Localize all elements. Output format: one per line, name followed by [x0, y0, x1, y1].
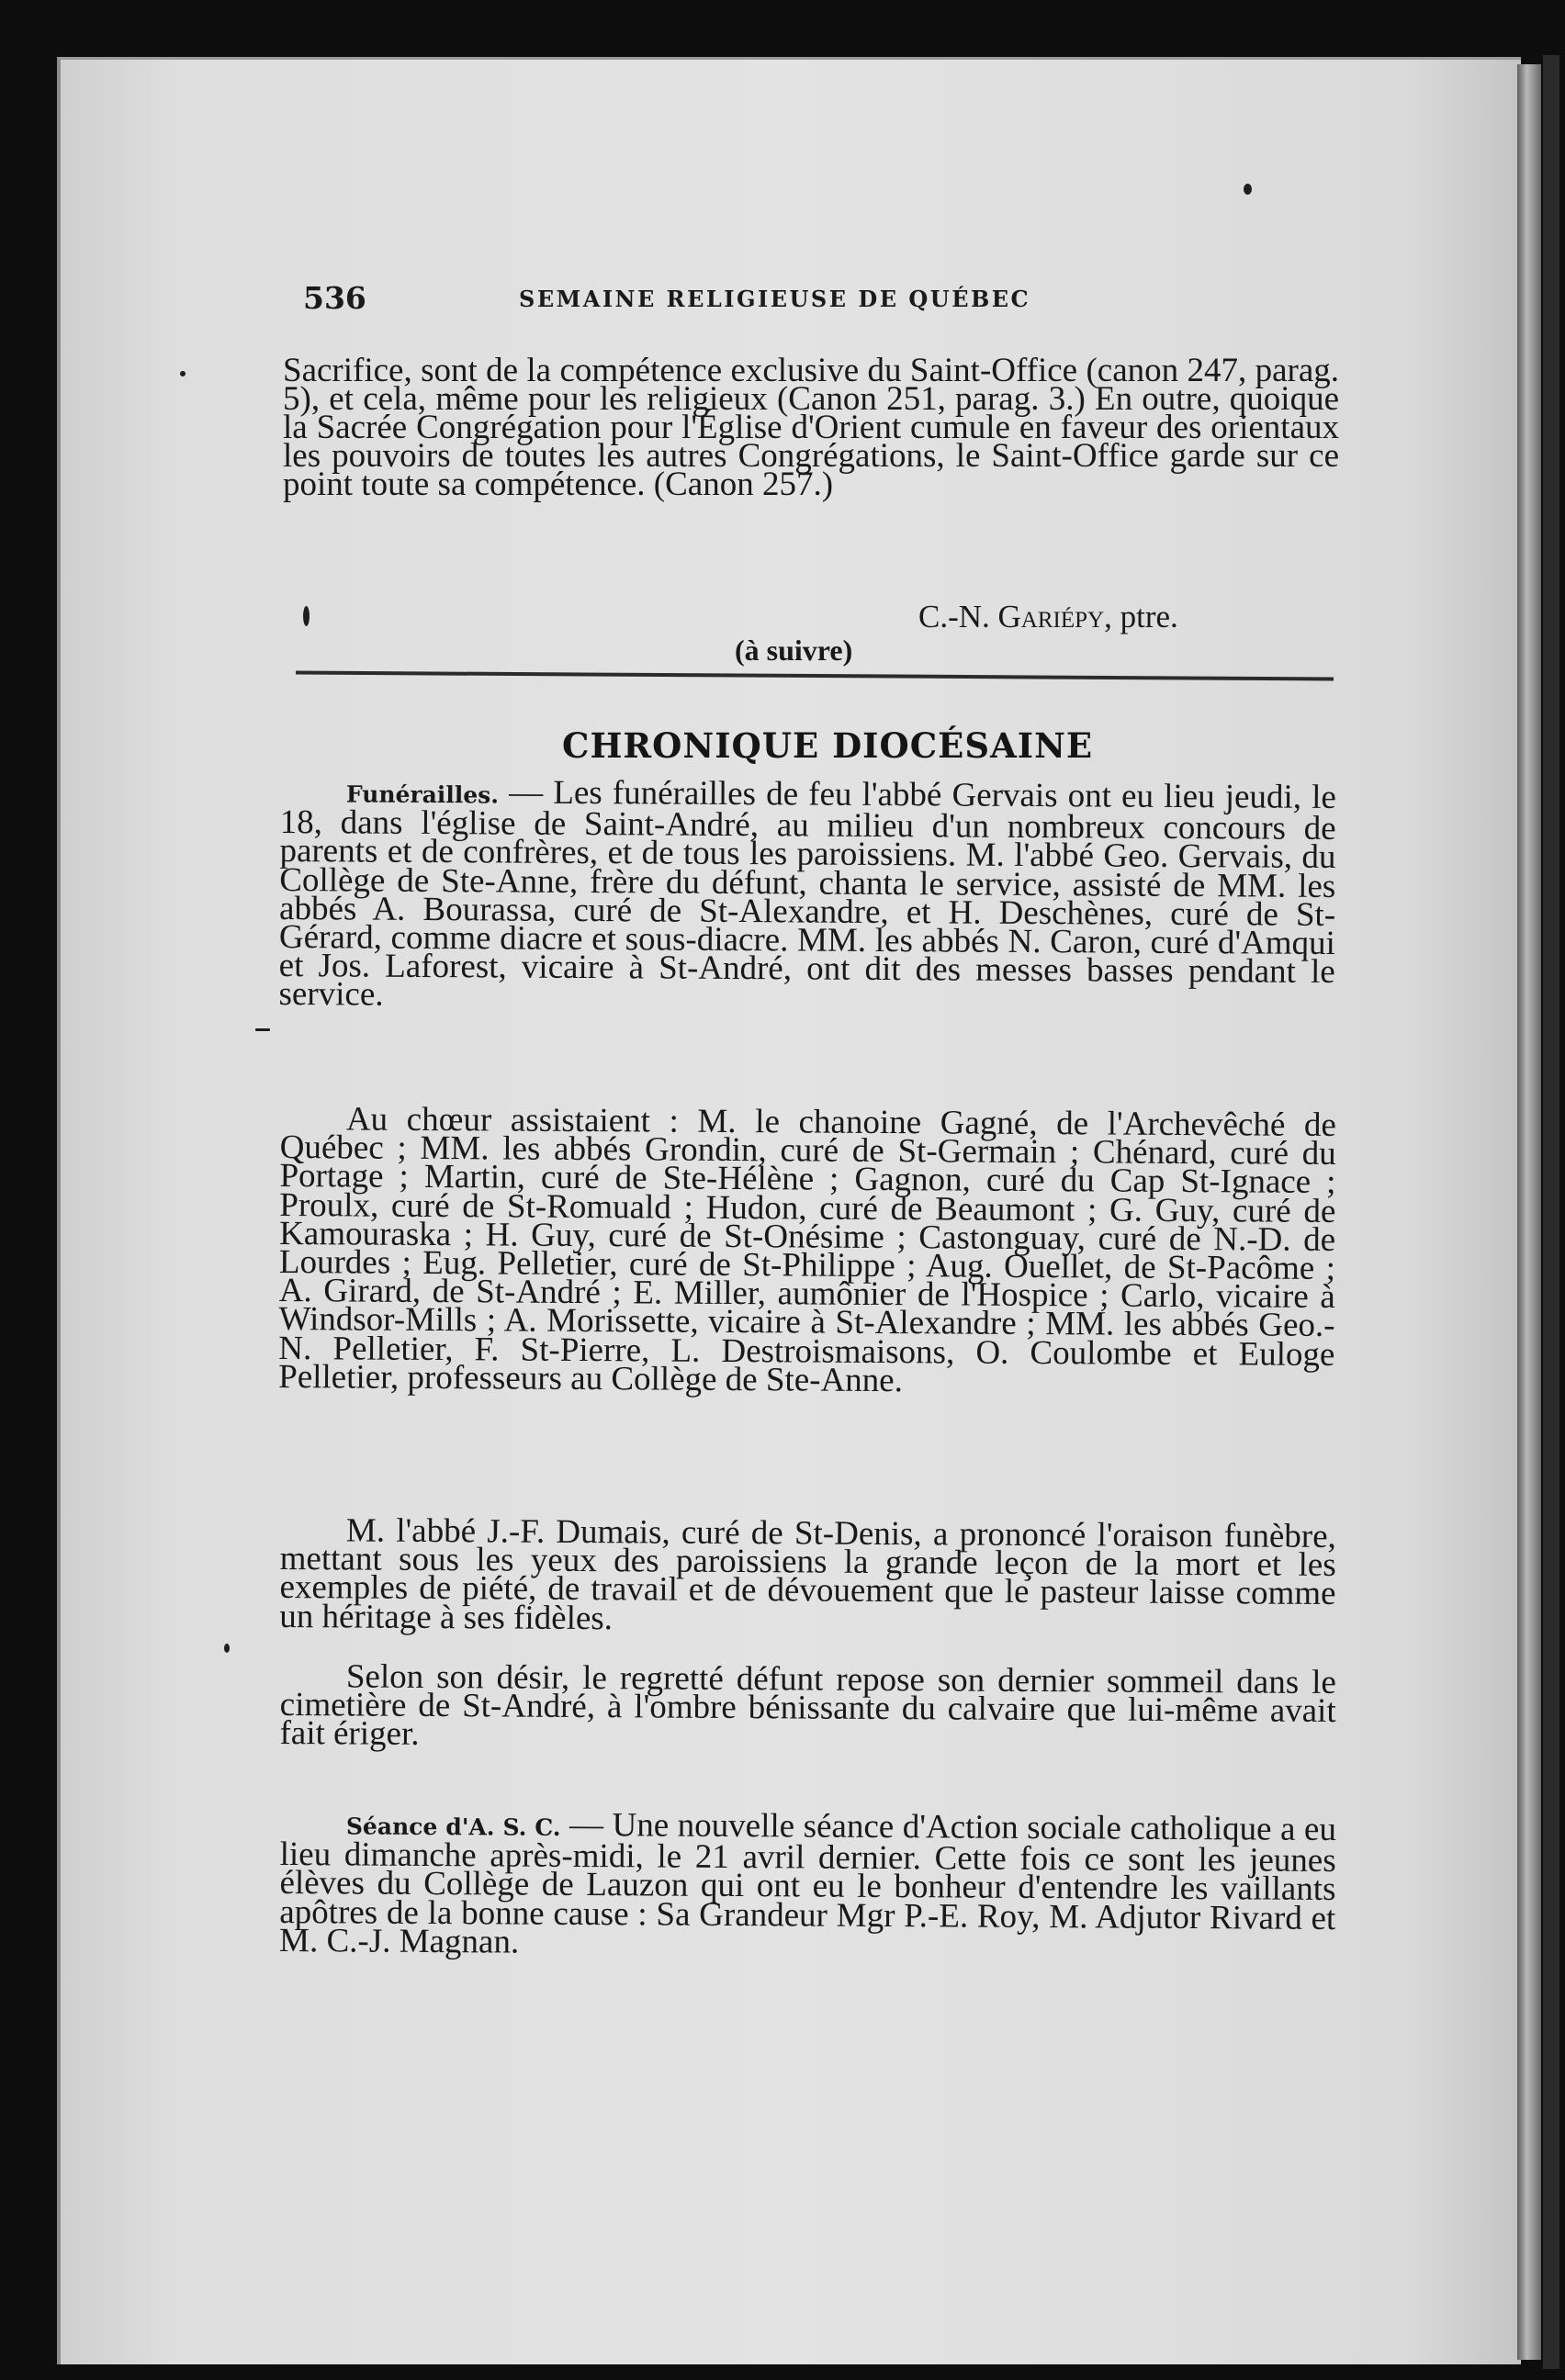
- dust-speck: [224, 1644, 230, 1653]
- chronique-paragraph-seance: [278, 1805, 1337, 1961]
- chronique-paragraph-repose: Selon son désir, le regretté défunt repose son dernier sommeil dans le cimetière de St-André, à l'ombre bénissante du calvaire que lui-même avait fait ériger.: [279, 1657, 1337, 1754]
- run-in-heading: Séance d'A. S. C.: [345, 1813, 561, 1841]
- chronique-paragraph-funerailles: [278, 773, 1337, 1016]
- paragraph-text: — Les funérailles de feu l'abbé Gervais ont eu lieu jeudi, le 18, dans l'église de Saint-André, au milieu d'un nombreux concours de parents et de confrères, et de tous les paroissiens. M. l'abbé Geo. Gervais, du Collège de Ste-Anne, frère du défunt, chanta le service, assisté de MM. les abbés A. Bourassa, curé de St-Alexandre, et H. Deschènes, curé de St-Gérard, comme diacre et sous-diacre. MM. les abbés N. Caron, curé d'Amqui et Jos. Laforest, vicaire à St-André, ont dit des messes basses pendant le service.: [278, 773, 1337, 1015]
- dust-speck: [180, 371, 186, 376]
- dust-speck: [303, 606, 310, 626]
- page-edge-shadow: [1543, 55, 1559, 2369]
- article-paragraph: Sacrifice, sont de la compétence exclusive du Saint-Office (canon 247, parag. 5), et cela, même pour les religieux (Canon 251, parag. 3.) En outre, quoique la Sacrée Congrégation pour l'Église d'Orient cumule en faveur des orientaux les pouvoirs de toutes les autres Congrégations, le Saint-Office garde sur ce point toute sa compétence. (Canon 257.): [283, 352, 1339, 503]
- signature: [918, 599, 1178, 635]
- dust-speck: [1244, 184, 1252, 195]
- page-number: 536: [303, 280, 366, 316]
- dust-speck: [255, 1028, 270, 1031]
- chronique-paragraph-oraison: M. l'abbé J.-F. Dumais, curé de St-Denis, a prononcé l'oraison funèbre, mettant sous les yeux des paroissiens la grande leçon de la mort et les exemples de piété, de travail et de dévouement que le pasteur laisse comme un héritage à ses fidèles.: [279, 1511, 1337, 1637]
- journal-title: SEMAINE RELIGIEUSE DE QUÉBEC: [519, 286, 1031, 312]
- running-head: [303, 280, 1323, 326]
- chronique-paragraph-choeur: Au chœur assistaient : M. le chanoine Gagné, de l'Archevêché de Québec ; MM. les abbés Grondin, curé de St-Germain ; Chénard, curé du Portage ; Martin, curé de Ste-Hélène ; Gagnon, curé du Cap St-Ignace ; Proulx, curé de St-Romuald ; Hudon, curé de Beaumont ; G. Guy, curé de Kamouraska ; H. Guy, curé de St-Onésime ; Castonguay, curé de N.-D. de Lourdes ; Eug. Pelletier, curé de St-Philippe ; Aug. Ouellet, de St-Pacôme ; A. Girard, de St-André ; E. Miller, aumônier de l'Hospice ; Carlo, vicaire à Windsor-Mills ; A. Morissette, vicaire à St-Alexandre ; MM. les abbés Geo.-N. Pelletier, F. St-Pierre, L. Destroismaisons, O. Coulombe et Euloge Pelletier, professeurs au Collège de Ste-Anne.: [278, 1100, 1337, 1399]
- paragraph-text: — Une nouvelle séance d'Action sociale catholique a eu lieu dimanche après-midi, le 21 avril dernier. Cette fois ce sont les jeunes élèves du Collège de Lauzon qui ont eu le bonheur d'entendre les vaillants apôtres de la bonne cause : Sa Grandeur Mgr P.-E. Roy, M. Adjutor Rivard et M. C.-J. Magnan.: [278, 1805, 1337, 1961]
- section-title: CHRONIQUE DIOCÉSAINE: [562, 725, 1094, 766]
- page-edge: [1517, 64, 1541, 2360]
- continued-note: (à suivre): [735, 634, 853, 667]
- signature-name: Gariépy: [997, 599, 1105, 634]
- run-in-heading: Funérailles.: [345, 780, 500, 809]
- signature-initials: C.-N.: [918, 599, 998, 634]
- signature-suffix: , ptre.: [1104, 599, 1178, 634]
